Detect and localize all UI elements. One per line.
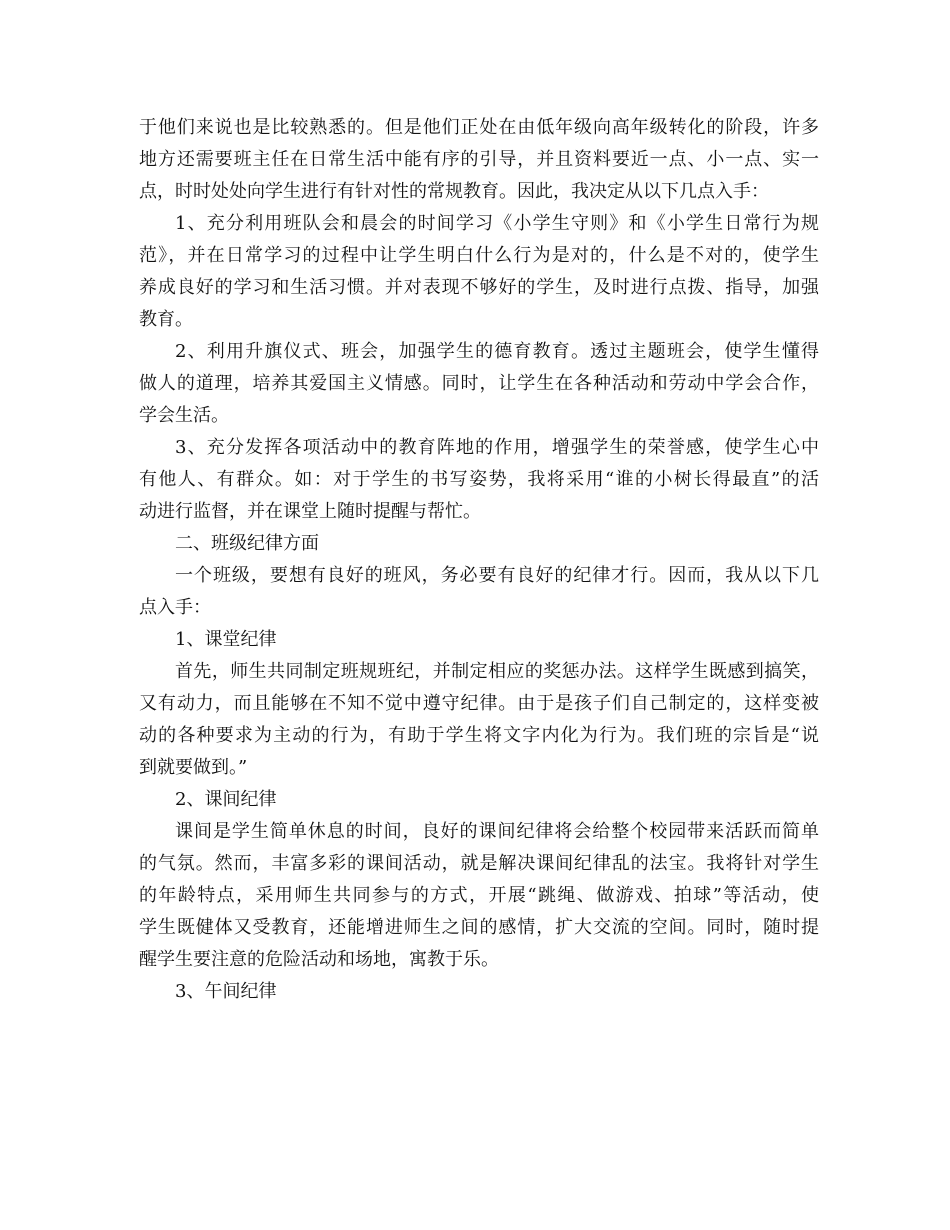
document-body xyxy=(139,112,819,1008)
text-line: 动进行监督，并在课堂上随时提醒与帮忙。 xyxy=(139,501,481,522)
text-line: 醒学生要注意的危险活动和场地，寓教于乐。 xyxy=(139,949,499,970)
text-line: 学生既健体又受教育，还能增进师生之间的感情，扩大交流的空间。同时，随时提 xyxy=(139,917,819,938)
text-line: 1、充分利用班队会和晨会的时间学习《小学生守则》和《小学生日常行为规 xyxy=(175,213,819,234)
text-line: 地方还需要班主任在日常生活中能有序的引导，并且资料要近一点、小一点、实一 xyxy=(139,149,819,170)
text-line: 养成良好的学习和生活习惯。并对表现不够好的学生，及时进行点拨、指导，加强 xyxy=(139,277,819,298)
text-line: 点入手： xyxy=(139,597,211,618)
text-line: 的气氛。然而，丰富多彩的课间活动，就是解决课间纪律乱的法宝。我将针对学生 xyxy=(139,853,819,874)
text-line: 有他人、有群众。如：对于学生的书写姿势，我将采用“谁的小树长得最直”的活 xyxy=(139,469,819,490)
text-line: 于他们来说也是比较熟悉的。但是他们正处在由低年级向高年级转化的阶段，许多 xyxy=(139,117,819,138)
text-line: 又有动力，而且能够在不知不觉中遵守纪律。由于是孩子们自己制定的，这样变被 xyxy=(139,693,819,714)
text-line: 课间是学生简单休息的时间，良好的课间纪律将会给整个校园带来活跃而简单 xyxy=(175,821,819,842)
text-line: 到就要做到。” xyxy=(139,757,248,778)
text-line: 的年龄特点，采用师生共同参与的方式，开展“跳绳、做游戏、拍球”等活动，使 xyxy=(139,885,819,906)
text-line: 范》，并在日常学习的过程中让学生明白什么行为是对的，什么是不对的，使学生 xyxy=(139,245,819,266)
text-line: 点，时时处处向学生进行有针对性的常规教育。因此，我决定从以下几点入手： xyxy=(139,181,769,202)
text-line: 2、利用升旗仪式、班会，加强学生的德育教育。透过主题班会，使学生懂得 xyxy=(175,341,819,362)
subsection-heading: 3、午间纪律 xyxy=(175,981,277,1002)
text-line: 学会生活。 xyxy=(139,405,229,426)
text-line: 教育。 xyxy=(139,309,193,330)
text-line: 3、充分发挥各项活动中的教育阵地的作用，增强学生的荣誉感，使学生心中 xyxy=(175,437,819,458)
subsection-heading: 2、课间纪律 xyxy=(175,789,277,810)
text-line: 首先，师生共同制定班规班纪，并制定相应的奖惩办法。这样学生既感到搞笑， xyxy=(175,661,819,682)
text-line: 动的各种要求为主动的行为，有助于学生将文字内化为行为。我们班的宗旨是“说 xyxy=(139,725,819,746)
text-line: 一个班级，要想有良好的班风，务必要有良好的纪律才行。因而，我从以下几 xyxy=(175,565,819,586)
subsection-heading: 1、课堂纪律 xyxy=(175,629,277,650)
text-line: 做人的道理，培养其爱国主义情感。同时，让学生在各种活动和劳动中学会合作， xyxy=(139,373,819,394)
section-heading: 二、班级纪律方面 xyxy=(175,533,319,554)
